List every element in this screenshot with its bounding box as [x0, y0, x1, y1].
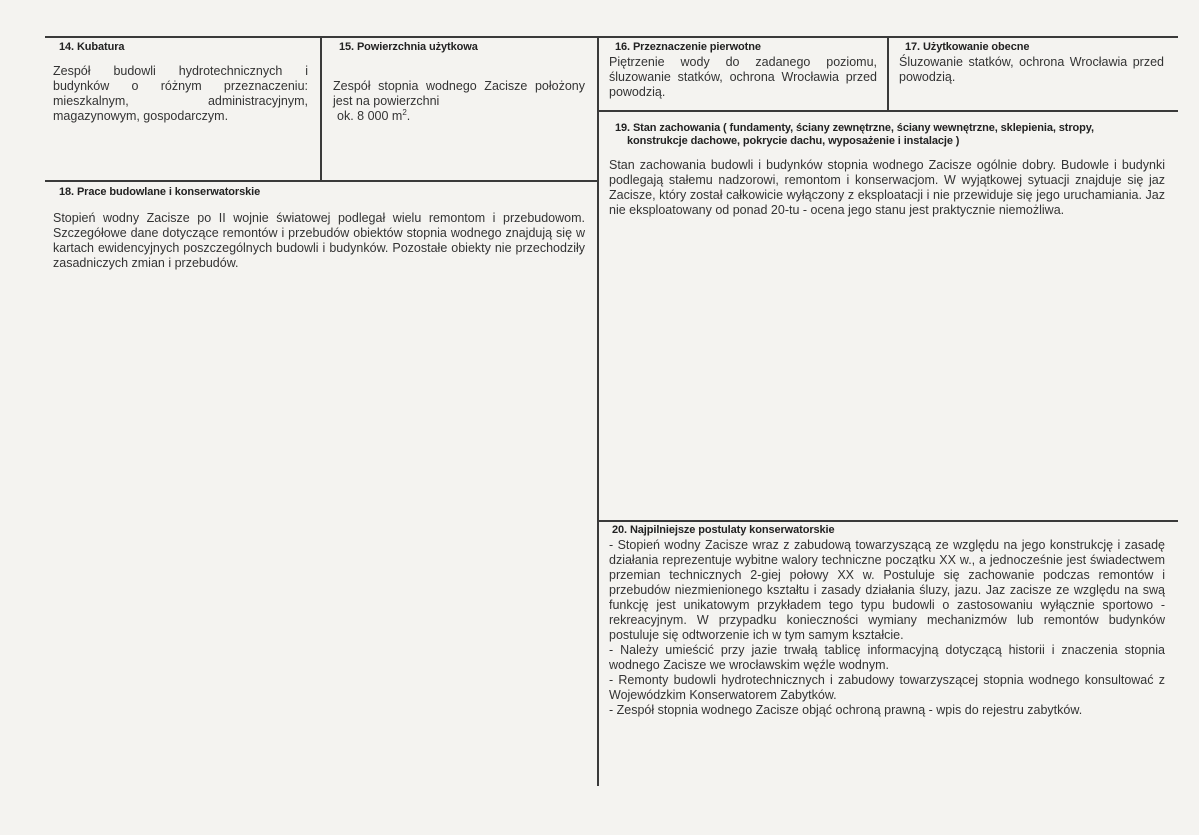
- row-divider-right-top: [597, 110, 1178, 112]
- row-divider-right-bottom: [597, 520, 1178, 522]
- section-16-przeznaczenie: [609, 41, 877, 100]
- section-17-text: Śluzowanie statków, ochrona Wrocławia przed powodzią.: [899, 55, 1164, 84]
- section-18-title: 18. Prace budowlane i konserwatorskie: [59, 186, 261, 198]
- section-15-title: 15. Powierzchnia użytkowa: [339, 41, 478, 53]
- section-14-kubatura: [53, 41, 308, 124]
- section-20-title: 20. Najpilniejsze postulaty konserwatorskie: [612, 524, 835, 536]
- row-divider-left: [45, 180, 597, 182]
- section-15-powierzchnia: [333, 41, 585, 139]
- section-20-postulaty: [609, 524, 1165, 718]
- section-17-title: 17. Użytkowanie obecne: [905, 41, 1030, 53]
- section-17-uzytkowanie: [899, 41, 1164, 85]
- section-18-prace-budowlane: [53, 186, 585, 271]
- section-18-text: Stopień wodny Zacisze po II wojnie światowej podlegał wielu remontom i przebudowom. Szczegółowe dane dotyczące remontów i przebudów obiektów stopnia wodnego znajdują się w kartach ewidencyjnych poszczególnych budowli i budynków. Pozostałe obiekty nie przechodziły zasadniczych zmian i przebudów.: [53, 211, 585, 270]
- section-19-title-line2: konstrukcje dachowe, pokrycie dachu, wyposażenie i instalacje ): [627, 135, 960, 147]
- section-16-title: 16. Przeznaczenie pierwotne: [615, 41, 761, 53]
- section-15-text-end: .: [406, 109, 411, 123]
- divider-16-17: [887, 36, 889, 110]
- section-19-text: Stan zachowania budowli i budynków stopnia wodnego Zacisze ogólnie dobry. Budowle i budynki podlegają stałemu nadzorowi, remontom i konserwacjom. W wyjątkowej sytuacji znajduje się jaz Zacisze, który został całkowicie wyłączony z eksploatacji i nie przewiduje się jego uruchamiania. Jaz nie eksploatowany od ponad 20-tu - ocena jego stanu jest praktycznie niemożliwa.: [609, 158, 1165, 217]
- section-20-paragraph-1: - Stopień wodny Zacisze wraz z zabudową towarzyszącą ze względu na jego konstrukcję i zasadę działania reprezentuje wybitne walory techniczne początku XX w., a jednocześnie jest świadectwem przemian technicznych 2-giej połowy XX w. Postuluje się zachowanie podczas remontów i przebudów niezmienionego kształtu i zasady działania śluzy, jazu. Jaz zacisze ze względu na swą funkcję jest unikatowym przykładem tego typu budowli o zastosowaniu wyłącznie sportowo - rekreacyjnym. W przypadku konieczności wymiany mechanizmów lub remontów budynków postuluje się odtworzenie ich w tym samym kształcie.: [609, 538, 1165, 642]
- section-15-superscript: 2: [402, 107, 407, 117]
- section-19-stan-zachowania: [609, 122, 1165, 218]
- top-border: [45, 36, 1178, 38]
- section-20-paragraph-3: - Remonty budowli hydrotechnicznych i zabudowy towarzyszącej stopnia wodnego konsultować z Wojewódzkim Konserwatorem Zabytków.: [609, 673, 1165, 702]
- section-15-text: [333, 64, 585, 139]
- section-20-paragraph-2: - Należy umieścić przy jazie trwałą tablicę informacyjną dotyczącą historii i znaczenia stopnia wodnego Zacisze we wrocławskim węźle wodnym.: [609, 643, 1165, 672]
- section-15-text-a: Zespół stopnia wodnego Zacisze położony jest na powierzchni: [333, 79, 585, 108]
- section-20-paragraph-4: - Zespół stopnia wodnego Zacisze objąć ochroną prawną - wpis do rejestru zabytków.: [609, 703, 1083, 717]
- divider-14-15: [320, 36, 322, 181]
- center-divider: [597, 36, 599, 786]
- section-16-text: Piętrzenie wody do zadanego poziomu, śluzowanie statków, ochrona Wrocławia przed powodzią.: [609, 55, 877, 99]
- section-19-title-line1: 19. Stan zachowania ( fundamenty, ściany zewnętrzne, ściany wewnętrzne, sklepienia, stropy,: [615, 122, 1094, 134]
- section-14-text: Zespół budowli hydrotechnicznych i budynków o różnym przeznaczeniu: mieszkalnym, administracyjnym, magazynowym, gospodarczym.: [53, 64, 308, 123]
- section-15-text-b: ok. 8 000 m: [337, 109, 403, 123]
- section-14-title: 14. Kubatura: [59, 41, 125, 53]
